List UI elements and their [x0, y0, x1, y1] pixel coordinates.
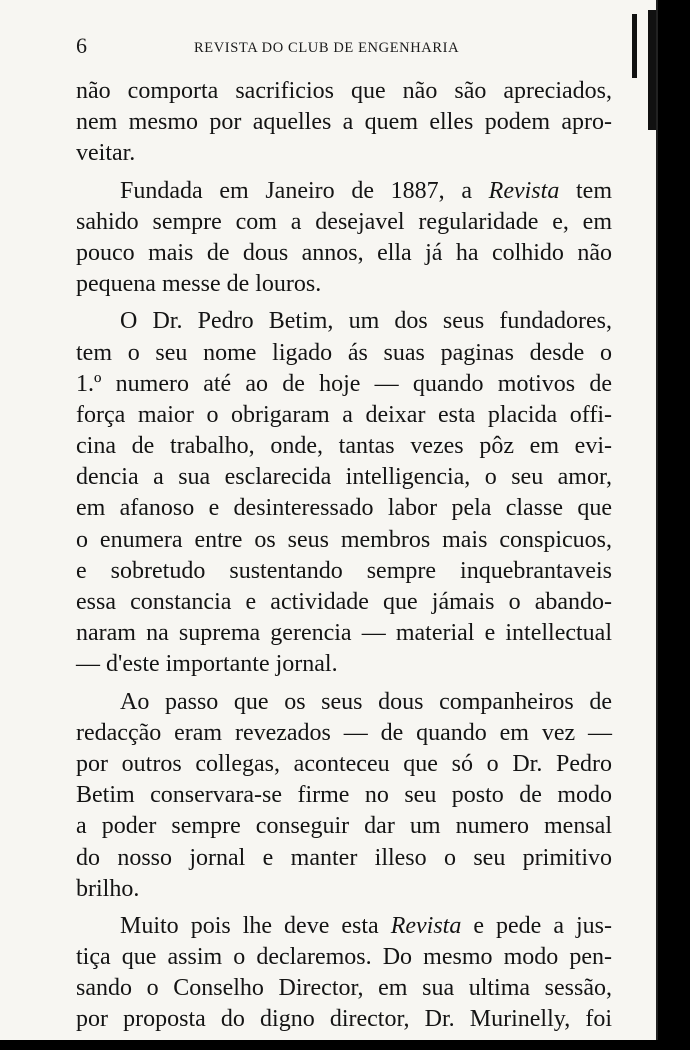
body-text [76, 76, 612, 1036]
text-line: Ao passo que os seus dous companheiros de [120, 688, 612, 715]
text-line: do nosso jornal e manter illeso o seu primitivo [76, 844, 612, 871]
text-fragment: Fundada em Janeiro de 1887, a [120, 177, 489, 204]
running-head: REVISTA DO CLUB DE ENGENHARIA [194, 40, 460, 56]
text-line: a poder sempre conseguir dar um numero mensal [76, 813, 612, 840]
revista-italic: Revista [488, 177, 560, 204]
text-line: naram na suprema gerencia — material e intellectual [76, 620, 612, 647]
paragraph-2 [76, 176, 612, 301]
text-line: dencia a sua esclarecida intelligencia, o seu amor, [76, 464, 612, 491]
text-line: 1.º numero até ao de hoje — quando motivos de [76, 370, 612, 397]
text-line: por proposta do digno director, Dr. Murinelly, foi [76, 1006, 612, 1033]
text-line: sando o Conselho Director, em sua ultima sessão, [76, 975, 612, 1002]
text-line: não comporta sacrificios que não são apreciados, [76, 78, 612, 104]
text-line: o enumera entre os seus membros mais conspicuos, [76, 526, 612, 553]
text-line [76, 911, 612, 942]
text-line: veitar. [76, 140, 136, 167]
text-line: nem mesmo por aquelles a quem elles podem apro- [76, 109, 612, 136]
binding-streak [648, 10, 656, 130]
text-line: tem o seu nome ligado ás suas paginas desde o [76, 339, 612, 366]
paragraph-4 [76, 687, 612, 905]
text-line: brilho. [76, 875, 140, 902]
text-fragment: tem [559, 177, 612, 204]
paragraph-1 [76, 76, 612, 170]
text-line: essa constancia e actividade que jámais o abando- [76, 589, 612, 615]
text-line: O Dr. Pedro Betim, um dos seus fundadores, [120, 308, 612, 335]
text-line: em afanoso e desinteressado labor pela classe que [76, 495, 612, 522]
binding-streak [632, 14, 637, 78]
page-edge-shadow [668, 0, 690, 1050]
page-number: 6 [76, 33, 87, 58]
text-line: cina de trabalho, onde, tantas vezes pôz em evi- [76, 433, 612, 460]
page-header [76, 33, 572, 63]
text-line: força maior o obrigaram a deixar esta placida offi- [76, 401, 612, 428]
revista-italic: Revista [390, 912, 462, 939]
text-line [76, 176, 612, 207]
text-line: Betim conservara-se firme no seu posto de modo [76, 782, 612, 809]
text-line: pouco mais de dous annos, ella já ha colhido não [76, 239, 612, 266]
text-line: e sobretudo sustentando sempre inquebrantaveis [76, 557, 612, 584]
paragraph-3 [76, 306, 612, 680]
text-line: tiça que assim o declaremos. Do mesmo modo pen- [76, 944, 612, 971]
text-line: por outros collegas, aconteceu que só o Dr. Pedro [76, 750, 612, 777]
text-fragment: Muito pois lhe deve esta [120, 912, 391, 939]
text-line: redacção eram revezados — de quando em vez — [76, 719, 612, 746]
text-line: pequena messe de louros. [76, 271, 322, 298]
text-line: sahido sempre com a desejavel regularidade e, em [76, 208, 612, 235]
paragraph-5 [76, 911, 612, 1036]
text-line: — d'este importante jornal. [76, 651, 338, 678]
text-fragment: e pede a jus- [461, 912, 613, 939]
